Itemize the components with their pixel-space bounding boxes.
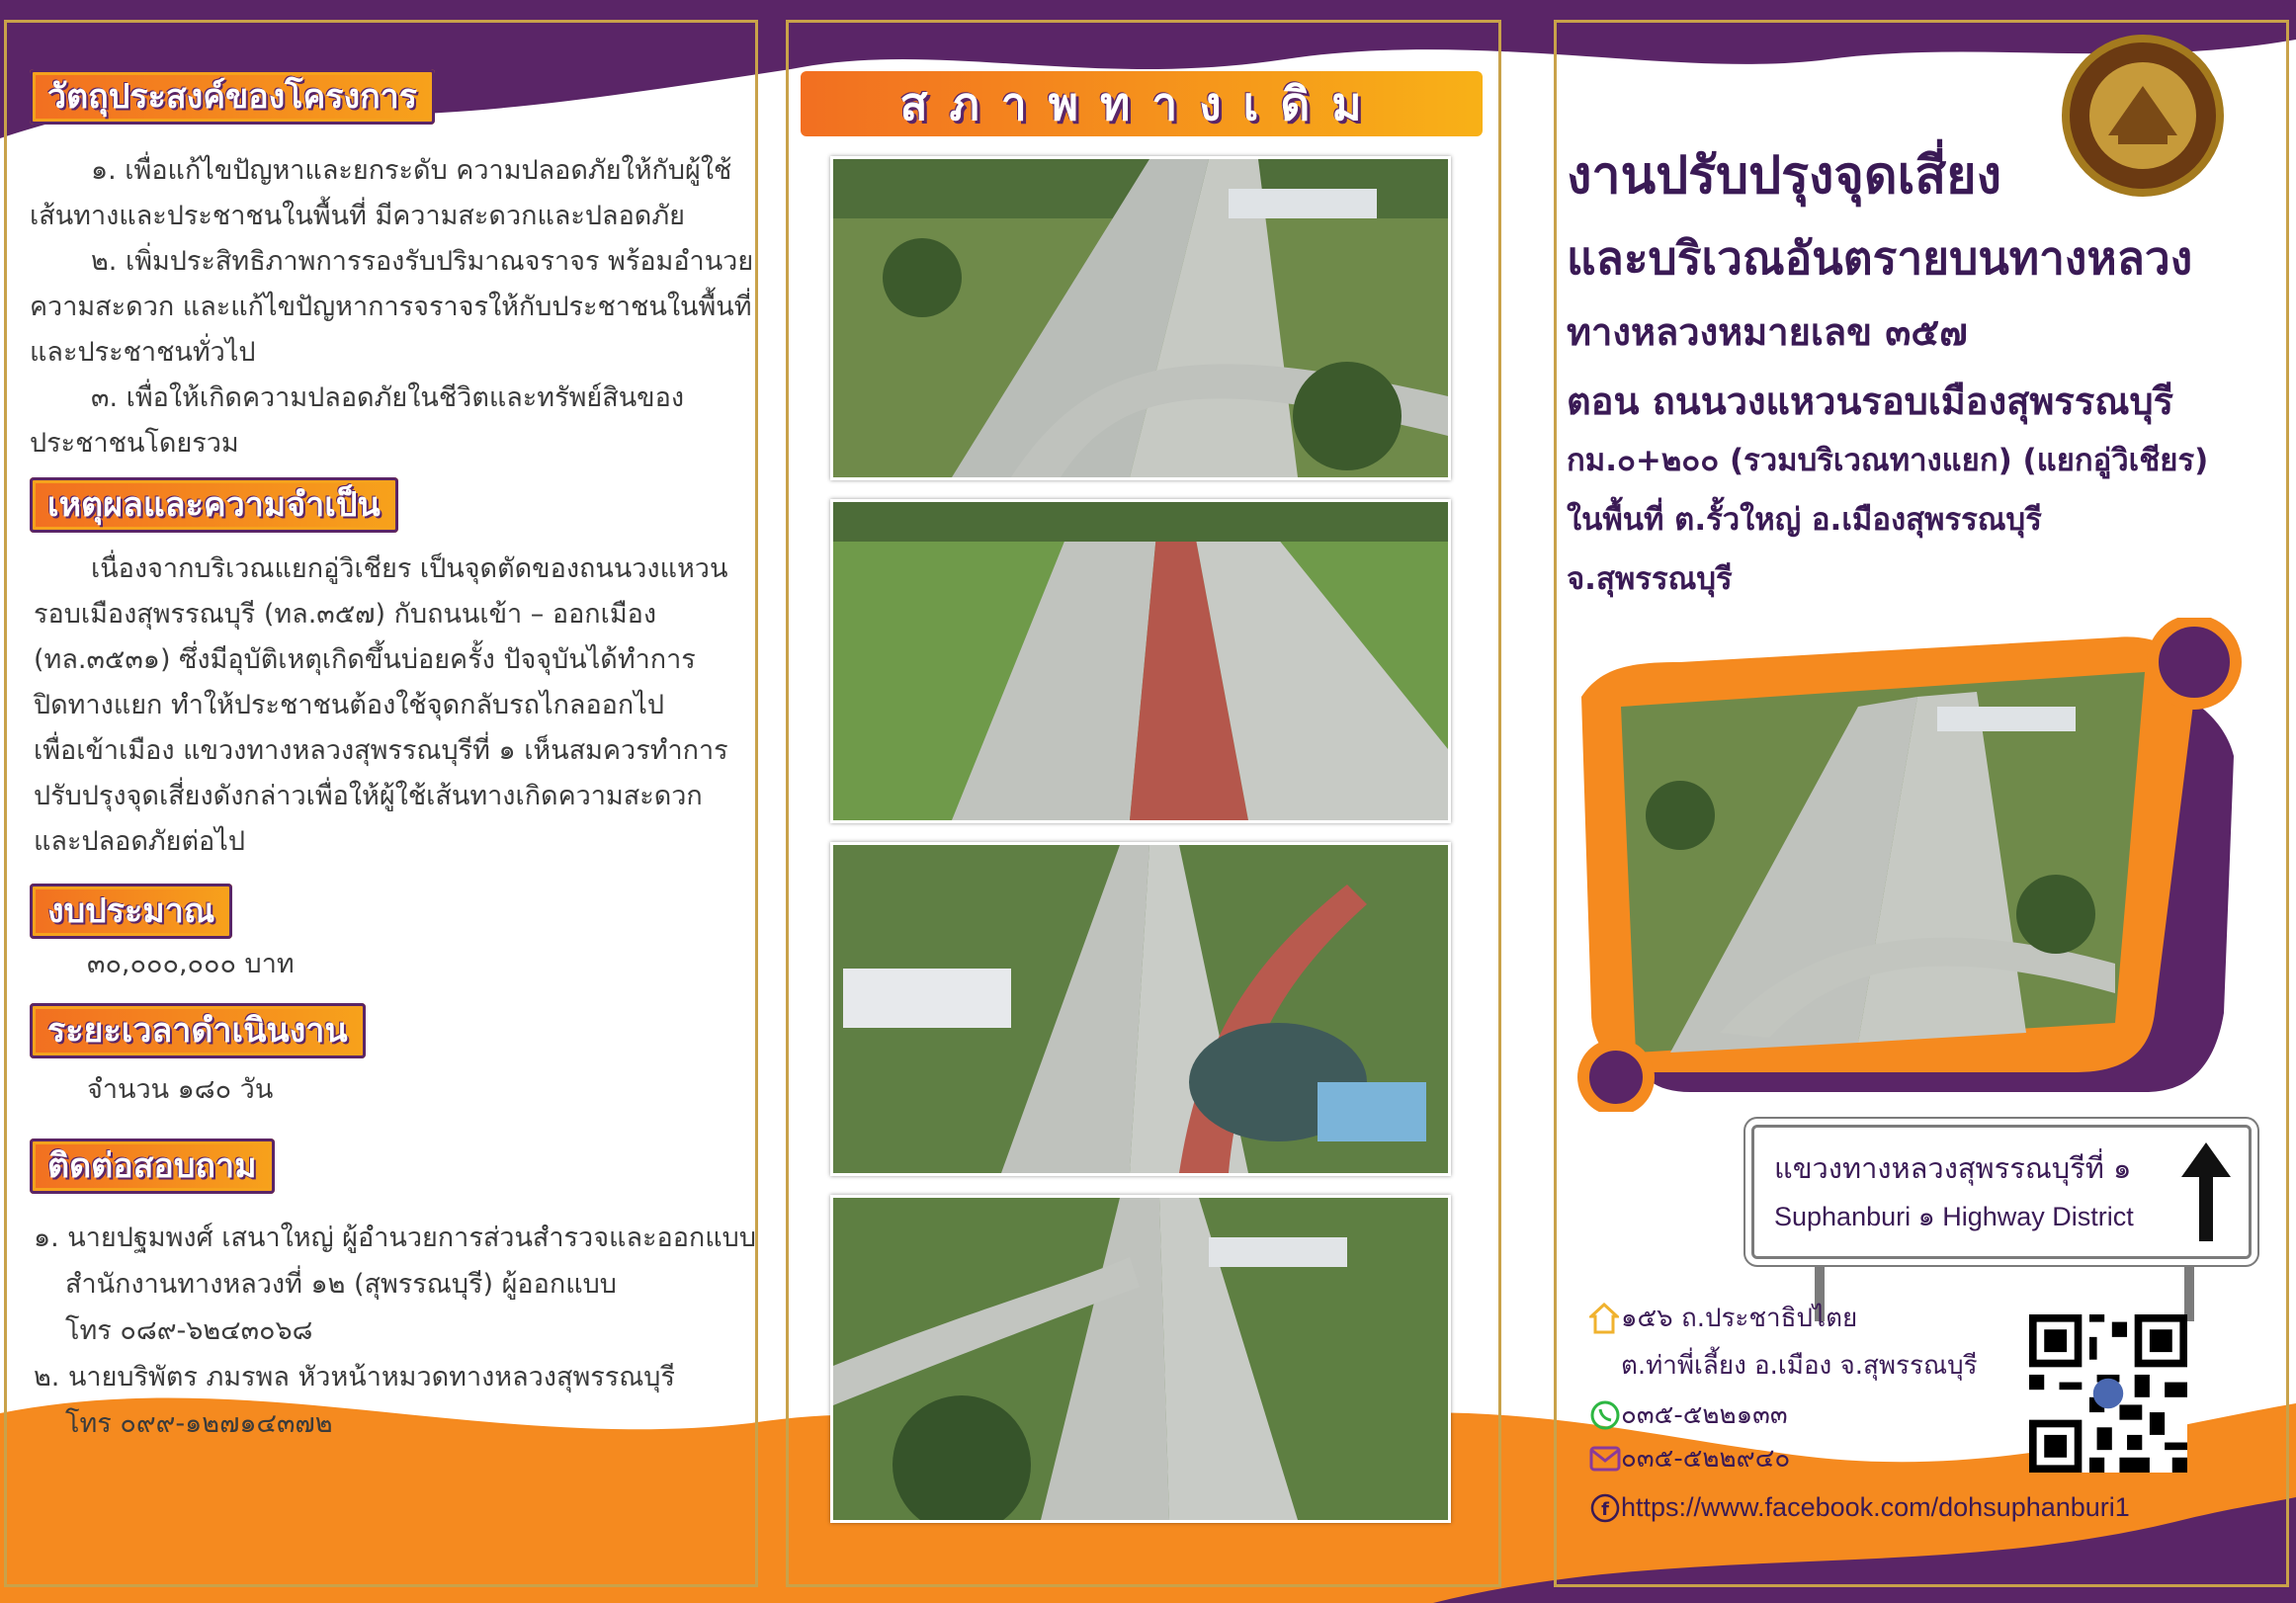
reason-line: เนื่องจากบริเวณแยกอู่วิเชียร เป็นจุดตัดของถนนวงแหวน xyxy=(91,553,728,584)
facebook-icon xyxy=(1589,1492,1621,1524)
highway-sign xyxy=(1751,1125,2252,1259)
whatsapp-icon xyxy=(1589,1399,1621,1431)
contact-header: ติดต่อสอบถาม xyxy=(30,1139,275,1194)
reason-line: รอบเมืองสุพรรณบุรี (ทล.๓๕๗) กับถนนเข้า – ออกเมือง xyxy=(34,599,657,630)
budget-value: ๓๐,๐๐๐,๐๐๐ บาท xyxy=(87,949,295,979)
featured-photo xyxy=(1562,618,2253,1112)
contact-line: โทร ๐๘๙-๖๒๔๓๐๖๘ xyxy=(65,1315,313,1346)
objective-line: และประชาชนทั่วไป xyxy=(30,337,256,368)
duration-value: จำนวน ๑๘๐ วัน xyxy=(87,1074,274,1105)
fax-number: ๐๓๕-๕๒๒๙๔๐ xyxy=(1621,1444,1791,1474)
title-line-6: ในพื้นที่ ต.รั้วใหญ่ อ.เมืองสุพรรณบุรี xyxy=(1567,502,2042,538)
objective-line: ๑. เพื่อแก้ไขปัญหาและยกระดับ ความปลอดภัยให้กับผู้ใช้ xyxy=(91,155,732,186)
original-condition-title: สภาพทางเดิม xyxy=(801,71,1483,136)
road-photo-4 xyxy=(830,1195,1451,1523)
road-photo-3 xyxy=(830,842,1451,1176)
objective-line: เส้นทางและประชาชนในพื้นที่ มีความสะดวกและปลอดภัย xyxy=(30,201,685,231)
address-line-1: ๑๕๖ ถ.ประชาธิปไตย xyxy=(1621,1304,1858,1333)
objective-line: ๒. เพิ่มประสิทธิภาพการรองรับปริมาณจราจร พร้อมอำนวย xyxy=(91,246,754,277)
title-line-7: จ.สุพรรณบุรี xyxy=(1567,561,1733,597)
up-arrow-icon xyxy=(2181,1142,2231,1241)
contact-line: สำนักงานทางหลวงที่ ๑๒ (สุพรรณบุรี) ผู้ออกแบบ xyxy=(65,1269,617,1300)
objective-line: ประชาชนโดยรวม xyxy=(30,428,239,459)
title-line-2: และบริเวณอันตรายบนทางหลวง xyxy=(1567,231,2193,285)
objective-header: วัตถุประสงค์ของโครงการ xyxy=(30,69,435,125)
reason-header: เหตุผลและความจำเป็น xyxy=(30,477,398,533)
reason-line: (ทล.๓๕๓๑) ซึ่งมีอุบัติเหตุเกิดขึ้นบ่อยครั้ง ปัจจุบันได้ทำการ xyxy=(34,644,696,675)
reason-line: และปลอดภัยต่อไป xyxy=(34,826,245,857)
qr-code xyxy=(2029,1314,2187,1473)
address-line-2: ต.ท่าพี่เลี้ยง อ.เมือง จ.สุพรรณบุรี xyxy=(1621,1351,1978,1381)
sign-line-1: แขวงทางหลวงสุพรรณบุรีที่ ๑ xyxy=(1774,1151,2132,1185)
road-photo-2 xyxy=(830,499,1451,823)
svg-text:f: f xyxy=(1601,1499,1609,1520)
contact-line: ๑. นายปฐมพงศ์ เสนาใหญ่ ผู้อำนวยการส่วนสำรวจและออกแบบ xyxy=(34,1223,756,1253)
title-line-5: กม.๐+๒๐๐ (รวมบริเวณทางแยก) (แยกอู่วิเชียร) xyxy=(1567,443,2209,478)
mail-icon xyxy=(1589,1446,1621,1472)
sign-line-2: Suphanburi ๑ Highway District xyxy=(1774,1202,2134,1231)
objective-line: ๓. เพื่อให้เกิดความปลอดภัยในชีวิตและทรัพย์สินของ xyxy=(91,382,685,413)
duration-header: ระยะเวลาดำเนินงาน xyxy=(30,1003,366,1058)
reason-line: ปิดทางแยก ทำให้ประชาชนต้องใช้จุดกลับรถไกลออกไป xyxy=(34,690,664,720)
title-line-3: ทางหลวงหมายเลข ๓๕๗ xyxy=(1567,310,1968,354)
budget-header: งบประมาณ xyxy=(30,884,232,939)
department-seal-icon xyxy=(2059,32,2227,200)
contact-line: โทร ๐๙๙-๑๒๗๑๔๓๗๒ xyxy=(65,1408,333,1439)
home-icon xyxy=(1589,1303,1619,1334)
title-line-4: ตอน ถนนวงแหวนรอบเมืองสุพรรณบุรี xyxy=(1567,380,2174,423)
phone-number: ๐๓๕-๕๒๒๑๓๓ xyxy=(1621,1400,1788,1430)
facebook-link[interactable]: https://www.facebook.com/dohsuphanburi1 xyxy=(1621,1492,2130,1522)
title-line-1: งานปรับปรุงจุดเสี่ยง xyxy=(1567,146,2002,206)
road-photo-1 xyxy=(830,156,1451,480)
sign-post xyxy=(2184,1262,2194,1321)
objective-line: ความสะดวก และแก้ไขปัญหาการจราจรให้กับประชาชนในพื้นที่ xyxy=(30,292,752,322)
reason-line: เพื่อเข้าเมือง แขวงทางหลวงสุพรรณบุรีที่ ๑ เห็นสมควรทำการ xyxy=(34,735,728,766)
reason-line: ปรับปรุงจุดเสี่ยงดังกล่าวเพื่อให้ผู้ใช้เส้นทางเกิดความสะดวก xyxy=(34,781,703,811)
contact-line: ๒. นายบริพัตร ภมรพล หัวหน้าหมวดทางหลวงสุพรรณบุรี xyxy=(34,1362,675,1392)
